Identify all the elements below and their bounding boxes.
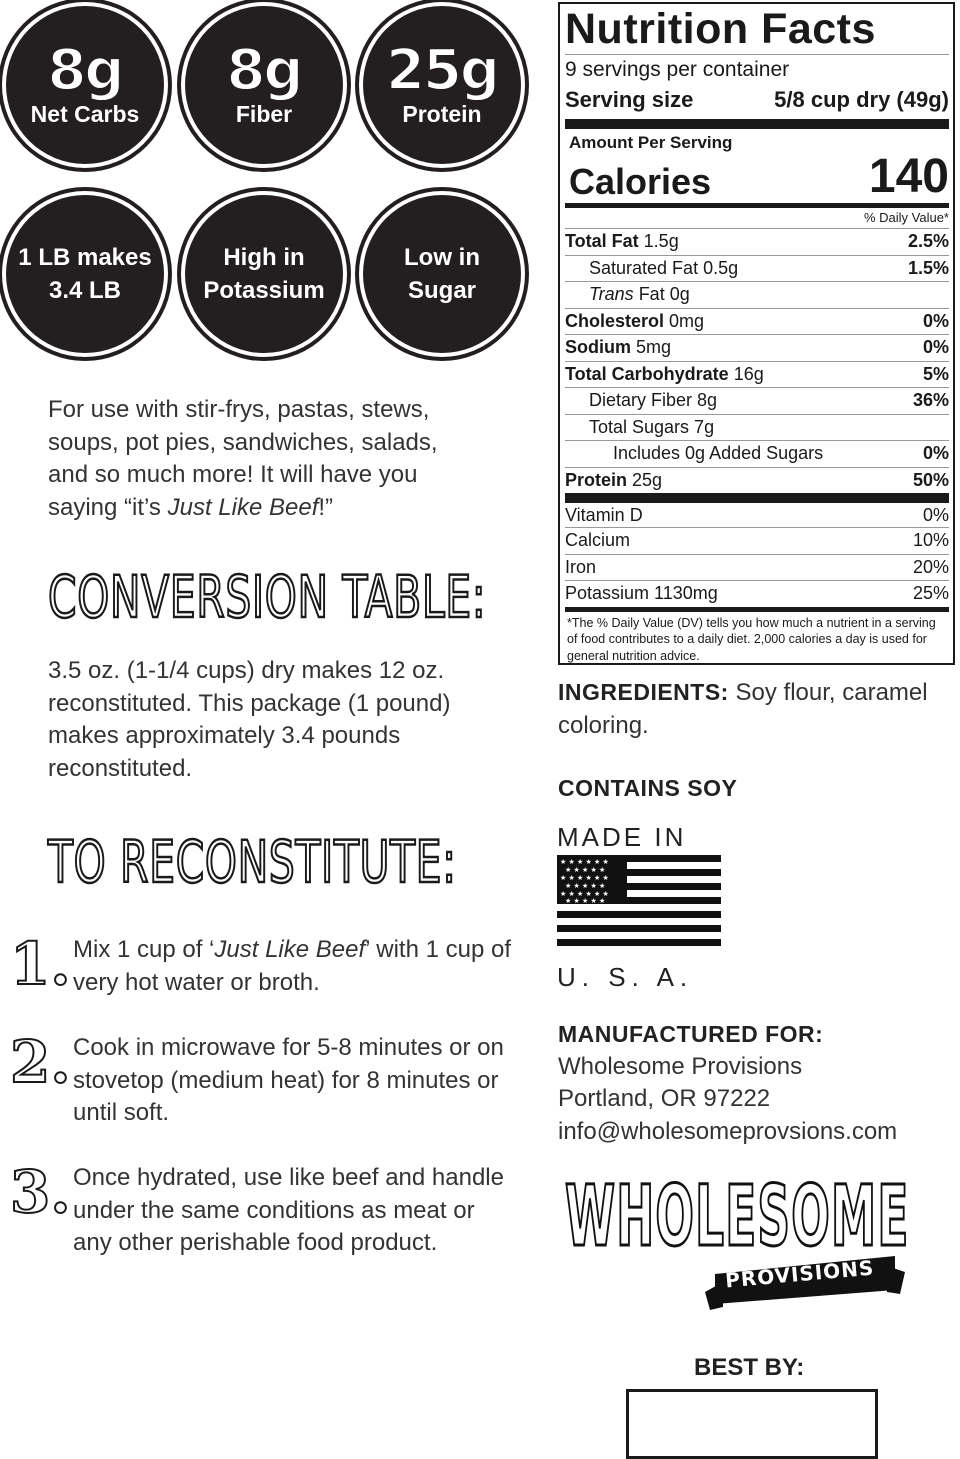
vitamin-name: Calcium — [565, 530, 631, 550]
vitamin-dv: 20% — [912, 556, 949, 577]
conversion-heading: CONVERSION TABLE: — [48, 563, 487, 631]
vitamin-row — [565, 580, 949, 607]
badge-potassium — [185, 195, 343, 353]
ingredients-label: INGREDIENTS: — [558, 679, 729, 705]
badge-sugar — [363, 195, 521, 353]
nutrient-amount: 1.5g — [638, 231, 679, 251]
svg-text:★ ★ ★ ★ ★: ★ ★ ★ ★ ★ — [565, 882, 606, 890]
badge-line: 1 LB makes — [18, 244, 152, 271]
made-in-usa-mark — [557, 822, 722, 993]
nutrient-row — [565, 308, 949, 335]
manufacturer-address: Portland, OR 97222 — [558, 1085, 771, 1112]
nutrient-name: Includes 0g Added Sugars — [613, 443, 824, 463]
vitamin-row — [565, 527, 949, 554]
nutrient-dv: 0% — [922, 443, 949, 463]
nutrition-facts-panel — [558, 2, 955, 665]
badge-label: Fiber — [235, 101, 293, 127]
description-line — [48, 492, 488, 525]
badge-value: 8g — [47, 38, 123, 103]
nutrient-dv: 1.5% — [907, 257, 949, 278]
ingredients-text: Soy flour, caramel coloring. — [558, 679, 928, 739]
nutrient-dv: 5% — [922, 363, 949, 384]
nutrient-row — [565, 414, 949, 441]
badge-line: Sugar — [407, 277, 476, 304]
best-by-label: BEST BY: — [694, 1354, 805, 1381]
vitamin-row — [565, 554, 949, 581]
badge-label: Protein — [402, 101, 482, 127]
vitamin-name: Vitamin D — [565, 505, 643, 525]
nutrition-footnote: *The % Daily Value (DV) tells you how much a nutrient in a serving of food contributes to a daily diet. 2,000 calories a day is used for general nutrition advice. — [565, 607, 949, 665]
servings-per-container: 9 servings per container — [565, 54, 949, 85]
nutrient-row — [565, 255, 949, 282]
nutrient-row — [565, 361, 949, 388]
badge-line: High in — [223, 244, 305, 271]
nutrient-name: Total Sugars 7g — [589, 416, 715, 437]
nutrient-row — [565, 281, 949, 308]
nutrient-dv: 2.5% — [907, 231, 949, 251]
manufacturer-name: Wholesome Provisions — [558, 1052, 803, 1080]
nutrient-amount: 0mg — [664, 310, 705, 331]
logo-subtitle: PROVISIONS — [724, 1255, 876, 1293]
wholesome-provisions-logo — [565, 1167, 910, 1320]
nutrient-name: Sodium — [565, 337, 631, 357]
nutrient-dv: 0% — [922, 310, 949, 331]
nutrient-amount: 25g — [627, 469, 663, 490]
nutrient-row — [565, 387, 949, 414]
nutrient-row — [565, 228, 949, 255]
step-text — [73, 934, 513, 999]
manufacturer-email: info@wholesomeprovsions.com — [558, 1117, 898, 1145]
nutrient-row — [565, 467, 949, 494]
step-text: Cook in microwave for 5-8 minutes or on stovetop (medium heat) for 8 minutes or until soft. — [73, 1034, 504, 1126]
allergen-statement: CONTAINS SOY — [558, 775, 738, 801]
vitamin-dv: 10% — [912, 530, 949, 550]
calories-label: Calories — [569, 161, 712, 202]
vitamin-dv: 0% — [922, 505, 949, 525]
best-by-box — [626, 1389, 878, 1459]
reconstitute-heading: TO RECONSTITUTE: — [48, 828, 457, 896]
step-text-part: ’ with 1 cup of very hot water or broth. — [73, 936, 511, 996]
nutrient-name: Dietary Fiber 8g — [589, 390, 718, 410]
nutrient-row — [565, 440, 949, 467]
ingredients — [558, 676, 958, 742]
vitamin-name: Potassium 1130mg — [565, 583, 718, 603]
badge-protein — [363, 6, 521, 164]
description-text: !” — [318, 493, 334, 521]
nutrient-dv: 50% — [912, 469, 949, 490]
badge-value: 8g — [226, 38, 302, 103]
svg-text:★ ★ ★ ★ ★ ★: ★ ★ ★ ★ ★ ★ — [560, 858, 609, 866]
nutrient-row — [565, 334, 949, 361]
step-number: 3. — [10, 1158, 71, 1226]
nutrient-dv: 36% — [912, 390, 949, 410]
serving-size-row — [565, 85, 949, 115]
product-description — [48, 394, 488, 524]
serving-size-value: 5/8 cup dry (49g) — [774, 87, 949, 112]
logo-wordmark: WHOLESOME — [565, 1167, 910, 1265]
step-emphasis: Just Like Beef — [214, 936, 366, 963]
daily-value-header: % Daily Value* — [565, 203, 949, 228]
description-text: saying “it’s — [48, 493, 168, 521]
nutrient-amount: 5mg — [631, 337, 672, 357]
calories-value: 140 — [868, 150, 949, 203]
step-number: 1. — [10, 930, 71, 998]
nutrient-amount: 16g — [728, 363, 764, 384]
nutrient-name: Total Fat — [565, 231, 639, 251]
nutrient-name: Total Carbohydrate — [565, 363, 729, 384]
vitamin-dv: 25% — [912, 583, 949, 603]
calories-row — [565, 150, 949, 203]
svg-text:★ ★ ★ ★ ★ ★: ★ ★ ★ ★ ★ ★ — [560, 890, 609, 898]
made-in-text: MADE IN — [557, 822, 687, 852]
svg-text:★ ★ ★ ★ ★: ★ ★ ★ ★ ★ — [565, 897, 606, 905]
badge-net-carbs — [6, 6, 164, 164]
badge-line: Low in — [404, 244, 480, 271]
step-text-part: Mix 1 cup of ‘ — [73, 936, 215, 963]
serving-size-label: Serving size — [565, 87, 694, 112]
badge-value: 25g — [385, 38, 498, 103]
vitamin-name: Iron — [565, 556, 597, 577]
badge-fiber — [185, 6, 343, 164]
badge-label: Net Carbs — [30, 101, 140, 127]
nutrient-name: Protein — [565, 469, 628, 490]
manufacturer-block — [558, 1018, 897, 1148]
us-flag-icon — [557, 855, 721, 955]
step-number: 2. — [10, 1028, 71, 1096]
vitamin-row — [565, 493, 949, 527]
amount-per-serving: Amount Per Serving — [565, 119, 949, 153]
nutrient-dv: 0% — [922, 337, 949, 357]
description-line: soups, pot pies, sandwiches, salads, — [48, 428, 438, 456]
description-line: For use with stir-frys, pastas, stews, — [48, 396, 430, 423]
nutrient-amount: Fat 0g — [633, 284, 690, 304]
conversion-text: 3.5 oz. (1-1/4 cups) dry makes 12 oz. reconstituted. This package (1 pound) makes approximately 3.4 pounds reconstituted. — [48, 657, 451, 782]
description-line: and so much more! It will have you — [48, 461, 418, 488]
badge-line: Potassium — [203, 277, 325, 304]
nutrient-name: Saturated Fat 0.5g — [589, 257, 739, 278]
usa-text: U. S. A. — [557, 962, 694, 992]
nutrient-name: Cholesterol — [565, 310, 665, 331]
description-emphasis: Just Like Beef — [167, 493, 319, 521]
nutrient-name: Trans — [589, 284, 634, 304]
svg-text:★ ★ ★ ★ ★ ★: ★ ★ ★ ★ ★ ★ — [560, 874, 609, 882]
manufacturer-label: MANUFACTURED FOR: — [558, 1021, 824, 1047]
nutrition-title: Nutrition Facts — [565, 5, 876, 53]
step-text: Once hydrated, use like beef and handle under the same conditions as meat or any other perishable food product. — [73, 1164, 504, 1256]
badge-line: 3.4 LB — [48, 277, 122, 304]
svg-text:★ ★ ★ ★ ★: ★ ★ ★ ★ ★ — [565, 866, 606, 874]
badge-yield — [6, 195, 164, 353]
